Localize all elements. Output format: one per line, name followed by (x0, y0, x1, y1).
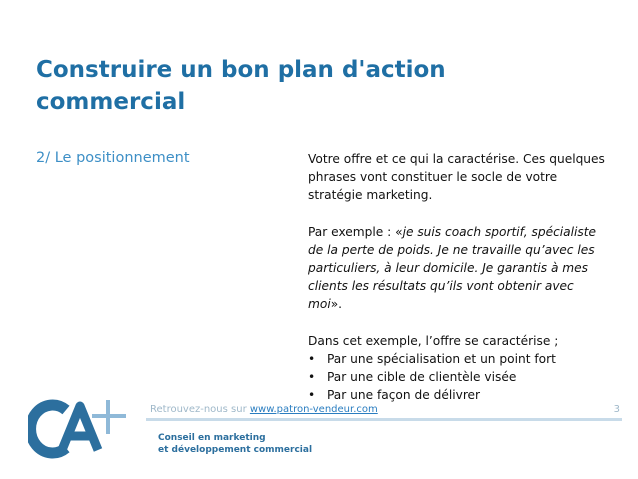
footer-band (146, 418, 622, 421)
section-subtitle: 2/ Le positionnement (36, 150, 190, 166)
example-end: ». (330, 297, 343, 312)
example-quote: je suis coach sportif, spécialiste de la perte de poids. Je ne travaille qu’avec les particuliers, à leur domicile. Je garantis à mes clients les résultats qu’ils vont obtenir avec moi (308, 224, 597, 312)
paragraph-spacer (308, 314, 608, 332)
website-link[interactable]: www.patron-vendeur.com (249, 404, 378, 415)
example-paragraph (308, 223, 608, 314)
example-lead: Par exemple : « (308, 224, 403, 239)
paragraph-spacer (308, 205, 608, 223)
list-item-text: Par une façon de délivrer (327, 388, 481, 403)
list-item-text: Par une cible de clientèle visée (327, 370, 517, 385)
body-text (308, 150, 608, 404)
list-item-text: Par une spécialisation et un point fort (327, 351, 556, 366)
bullet-icon: • (308, 388, 316, 403)
bullet-list (308, 350, 608, 405)
footer-text (150, 403, 378, 416)
intro-paragraph: Votre offre et ce qui la caractérise. Ces quelques phrases vont constituer le socle de votre stratégie marketing. (308, 152, 605, 203)
bullet-icon: • (308, 370, 316, 385)
footer-label: Retrouvez-nous sur (150, 404, 250, 415)
page-number: 3 (613, 404, 620, 415)
slide-title: Construire un bon plan d'action commercial (36, 57, 446, 115)
bullet-icon: • (308, 351, 316, 366)
list-item (308, 350, 608, 368)
ca-plus-logo (28, 390, 156, 470)
tagline-line-1: Conseil en marketing (158, 433, 266, 443)
list-intro: Dans cet exemple, l’offre se caractérise ; (308, 333, 559, 348)
brand-tagline (158, 432, 312, 456)
list-item (308, 368, 608, 386)
list-item (308, 386, 608, 404)
tagline-line-2: et développement commercial (158, 445, 313, 455)
